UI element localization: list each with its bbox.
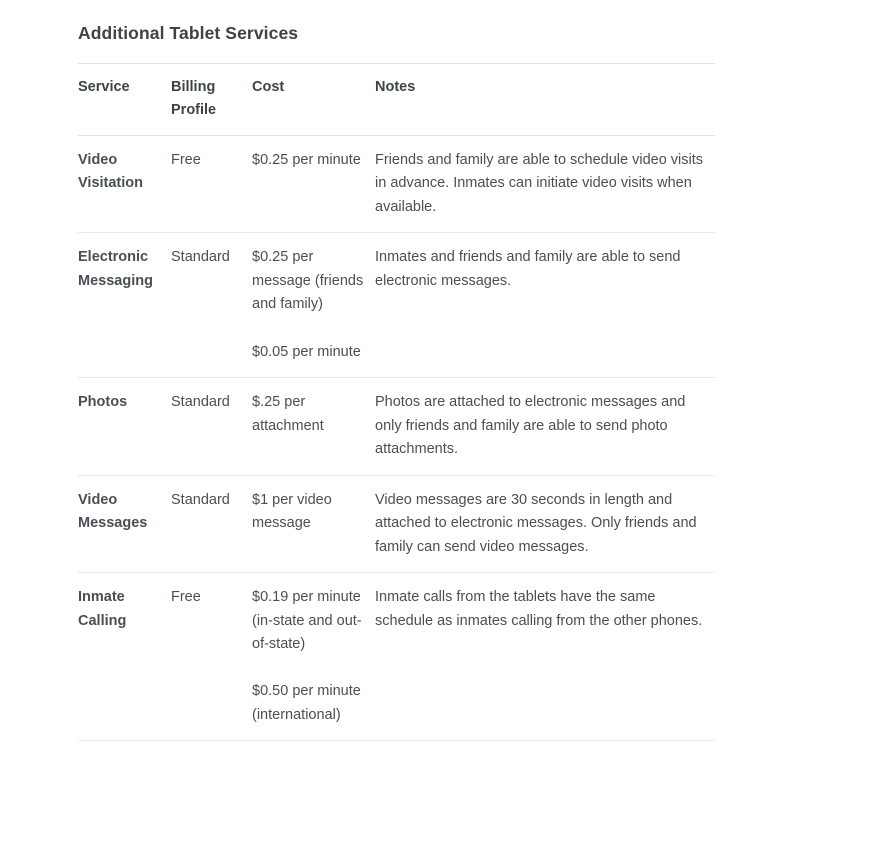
cell-billing-profile: Standard <box>171 475 252 572</box>
cell-cost <box>252 233 375 378</box>
cell-service: Inmate Calling <box>78 573 171 741</box>
column-header-billing-profile: Billing Profile <box>171 63 252 135</box>
cell-notes: Friends and family are able to schedule video visits in advance. Inmates can initiate video visits when available. <box>375 135 715 232</box>
cell-notes: Video messages are 30 seconds in length and attached to electronic messages. Only friends and family can send video messages. <box>375 475 715 572</box>
table-row <box>78 475 715 572</box>
column-header-service: Service <box>78 63 171 135</box>
column-header-notes: Notes <box>375 63 715 135</box>
cell-billing-profile: Standard <box>171 233 252 378</box>
cell-service: Video Visitation <box>78 135 171 232</box>
additional-tablet-services-table <box>78 63 715 742</box>
cell-service: Video Messages <box>78 475 171 572</box>
cell-service: Electronic Messaging <box>78 233 171 378</box>
table-body <box>78 135 715 741</box>
table-row <box>78 233 715 378</box>
cost-line: $0.50 per minute (international) <box>252 683 361 723</box>
cell-billing-profile: Free <box>171 573 252 741</box>
cost-line: $0.25 per minute <box>252 151 361 168</box>
cell-cost <box>252 475 375 572</box>
table-header <box>78 63 715 135</box>
column-header-cost: Cost <box>252 63 375 135</box>
table-row <box>78 135 715 232</box>
cell-cost <box>252 573 375 741</box>
cost-line: $0.05 per minute <box>252 343 361 360</box>
cost-line: $.25 per attachment <box>252 394 324 434</box>
cost-line: $1 per video message <box>252 491 332 532</box>
cell-notes: Photos are attached to electronic messages and only friends and family are able to send photo attachments. <box>375 378 715 475</box>
table-row <box>78 573 715 741</box>
cell-cost <box>252 378 375 475</box>
cost-line: $0.25 per message (friends and family) <box>252 249 364 313</box>
cost-line: $0.19 per minute (in-state and out-of-state) <box>252 589 362 652</box>
cell-service: Photos <box>78 378 171 475</box>
cell-cost <box>252 135 375 232</box>
cell-notes: Inmates and friends and family are able to send electronic messages. <box>375 233 715 378</box>
table-header-row <box>78 63 715 135</box>
table-row <box>78 378 715 475</box>
page-title: Additional Tablet Services <box>78 23 299 43</box>
cell-billing-profile: Standard <box>171 378 252 475</box>
cell-billing-profile: Free <box>171 135 252 232</box>
cell-notes: Inmate calls from the tablets have the same schedule as inmates calling from the other phones. <box>375 573 715 741</box>
